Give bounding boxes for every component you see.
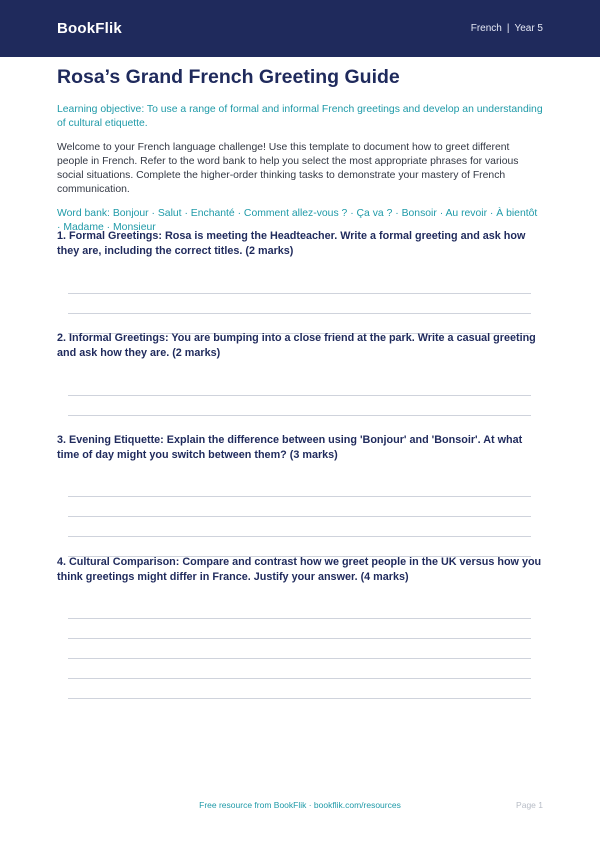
- page-number: Page 1: [516, 800, 543, 810]
- answer-line[interactable]: [68, 698, 531, 699]
- answer-line[interactable]: [68, 496, 531, 497]
- footer-source-link[interactable]: Free resource from BookFlik · bookflik.com/resources: [199, 800, 401, 810]
- answer-line[interactable]: [68, 395, 531, 396]
- question-text: 4. Cultural Comparison: Compare and contrast how we greet people in the UK versus how you think greetings might differ in France. Justify your answer. (4 marks): [57, 556, 542, 583]
- question-2: [57, 331, 543, 361]
- question-text: 3. Evening Etiquette: Explain the difference between using 'Bonjour' and 'Bonsoir'. At what time of day might you switch between them? (3 marks): [57, 434, 523, 461]
- answer-line[interactable]: [68, 658, 531, 659]
- answer-line[interactable]: [68, 536, 531, 537]
- answer-line[interactable]: [68, 313, 531, 314]
- question-1: [57, 229, 543, 259]
- word-bank: Word bank: Bonjour · Salut · Enchanté · Comment allez-vous ? · Ça va ? · Bonsoir · Au revoir · À bientôt · Madame · Monsieur: [57, 208, 538, 233]
- brand-logo-text: BookFlik: [57, 20, 122, 37]
- question-text: 2. Informal Greetings: You are bumping into a close friend at the park. Write a casual greeting and ask how they are. (2 marks): [57, 332, 536, 359]
- subject-year-label: [471, 23, 543, 34]
- intro-section: [57, 62, 543, 235]
- answer-line[interactable]: [68, 638, 531, 639]
- answer-line[interactable]: [68, 415, 531, 416]
- year-label: Year 5: [514, 23, 543, 34]
- page-title: Rosa’s Grand French Greeting Guide: [57, 66, 400, 88]
- page-footer: [0, 800, 600, 814]
- page-header: [0, 0, 600, 57]
- learning-objective: Learning objective: To use a range of formal and informal French greetings and develop an understanding of cultural etiquette.: [57, 104, 543, 129]
- subject-label: French: [470, 23, 502, 34]
- question-3: [57, 433, 543, 463]
- separator: |: [506, 23, 510, 34]
- answer-line[interactable]: [68, 678, 531, 679]
- intro-paragraph: Welcome to your French language challenge! Use this template to document how to greet different people in French. Refer to the word bank to help you select the most appropriate phrases for various social situations. Complete the higher-order thinking tasks to demonstrate your mastery of French communication.: [57, 142, 519, 195]
- question-4: [57, 555, 543, 585]
- answer-line[interactable]: [68, 618, 531, 619]
- question-text: 1. Formal Greetings: Rosa is meeting the Headteacher. Write a formal greeting and ask how they are, including the correct titles. (2 marks): [57, 230, 526, 257]
- answer-line[interactable]: [68, 516, 531, 517]
- answer-line[interactable]: [68, 293, 531, 294]
